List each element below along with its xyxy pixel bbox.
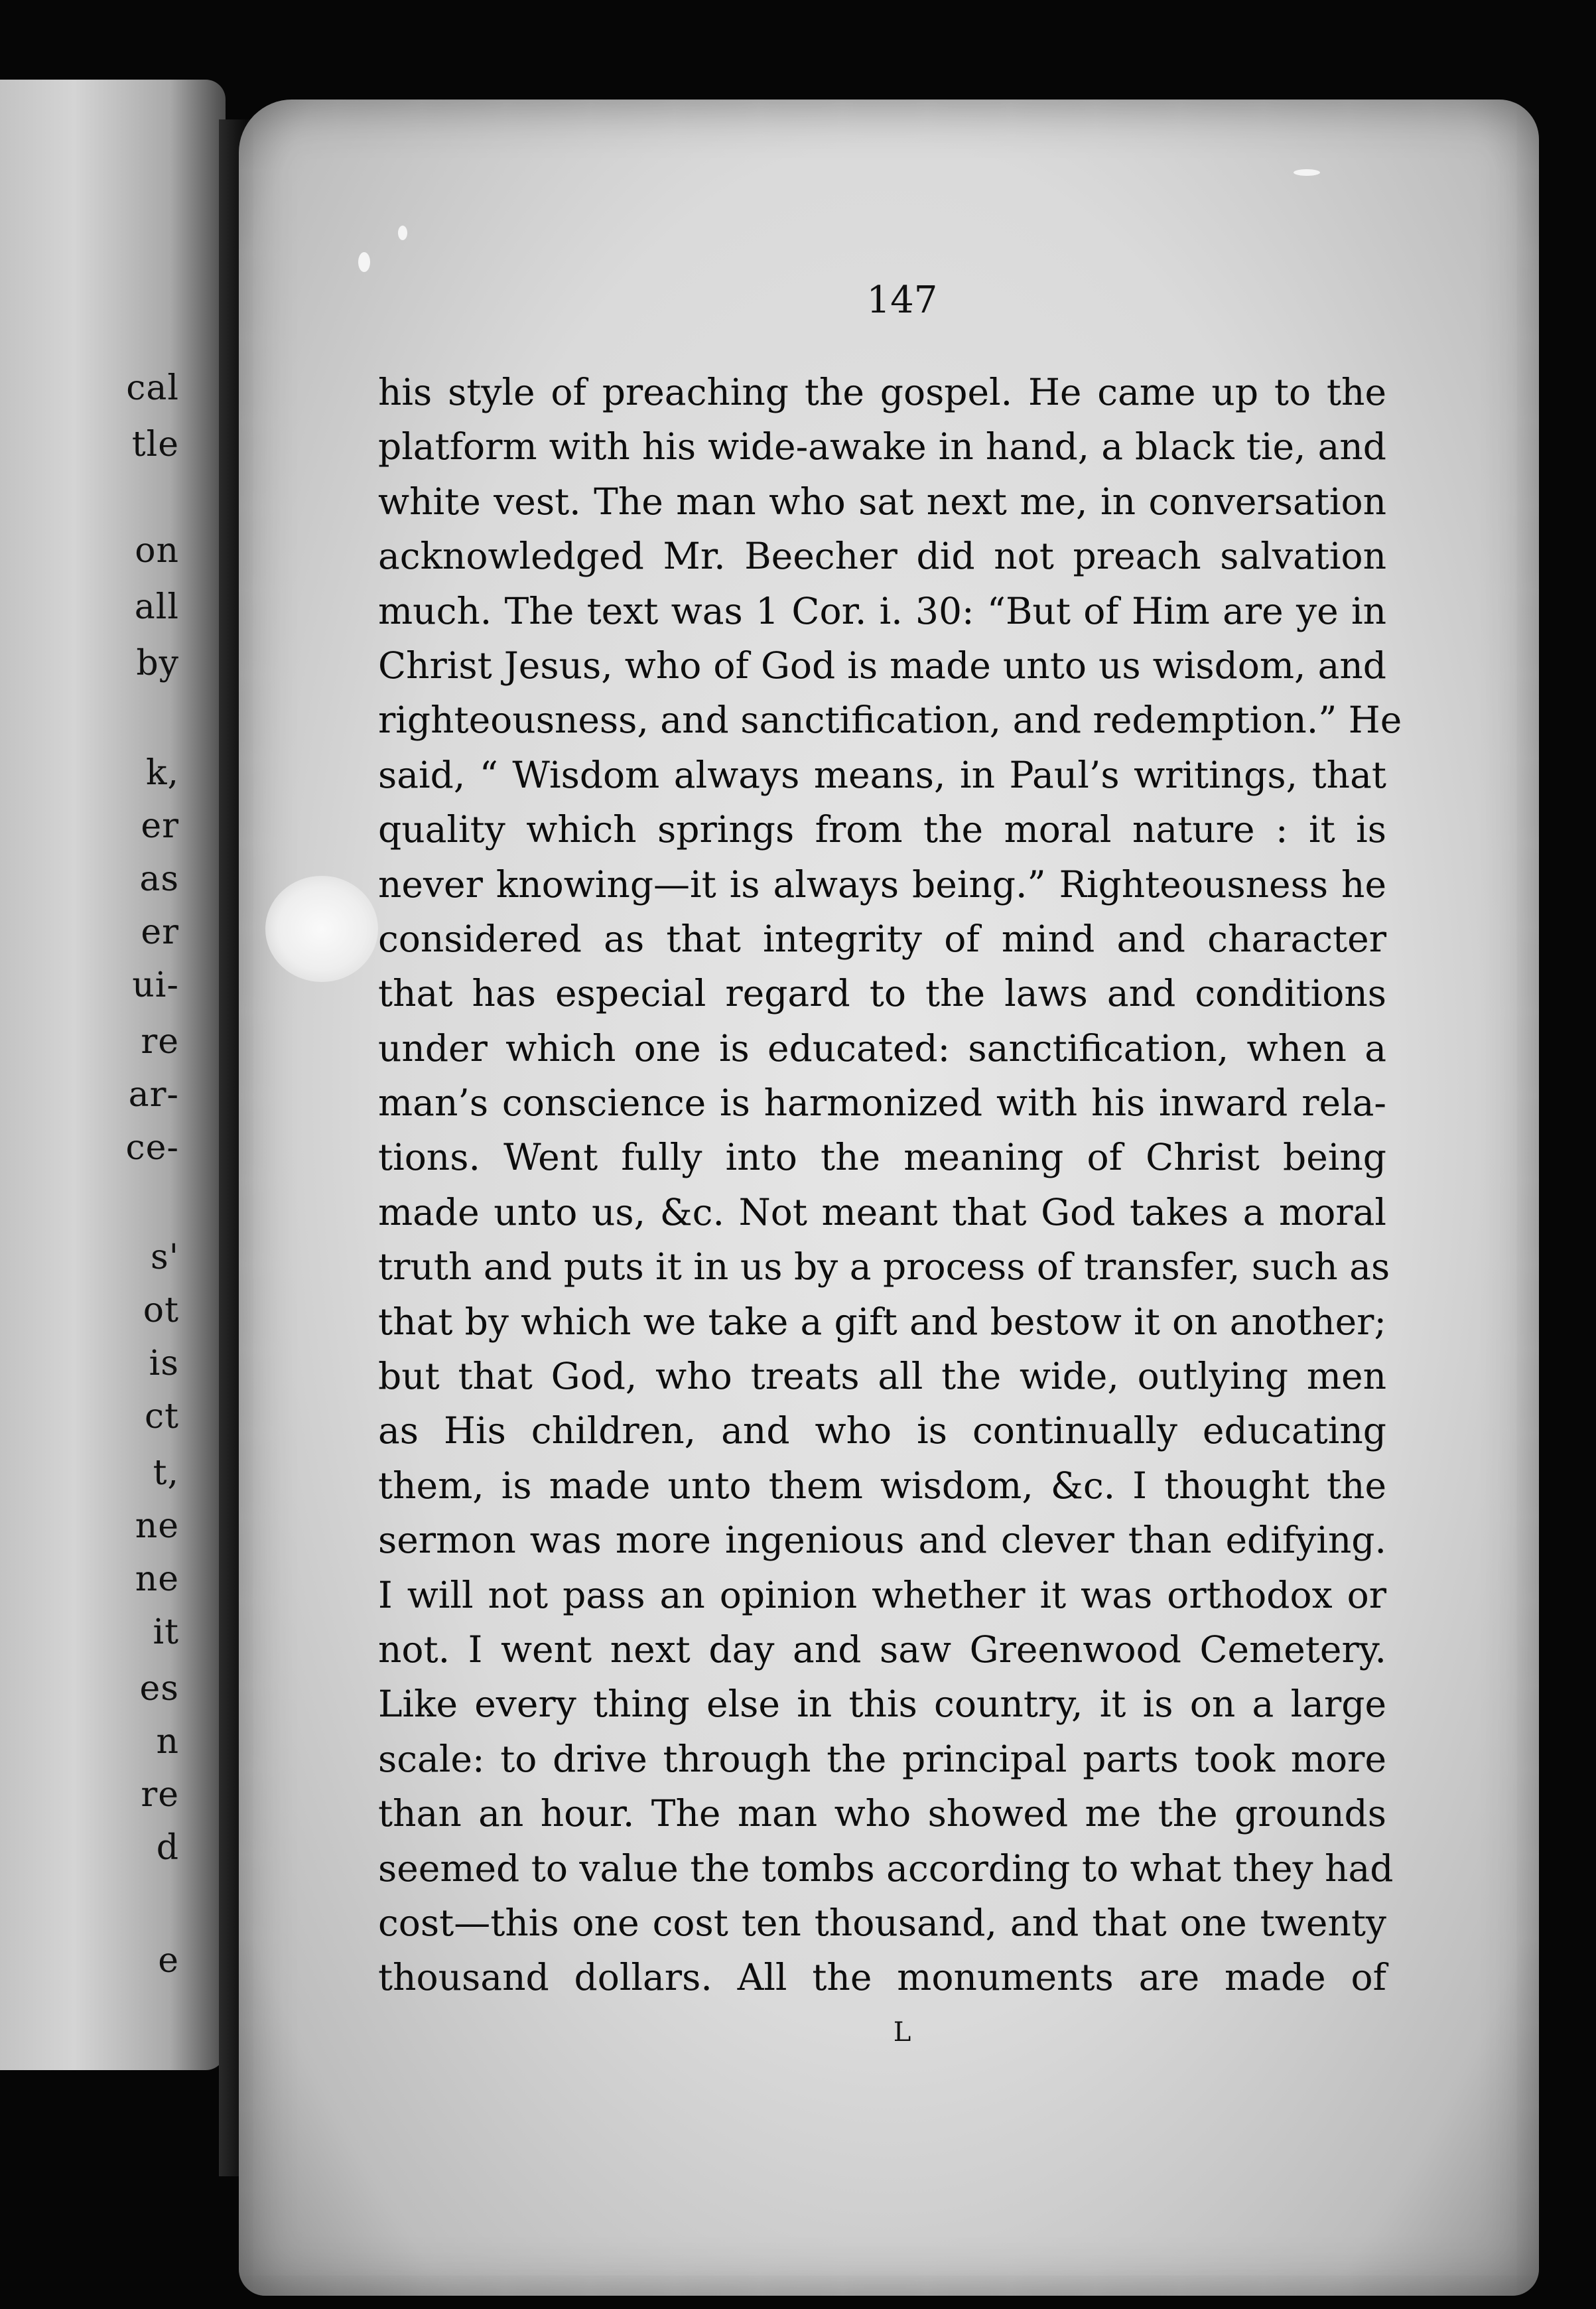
- left-page-fragment: n: [156, 1722, 179, 1762]
- left-page-text-fragments: [0, 80, 199, 2070]
- text-line: but that God, who treats all the wide, outlying men: [378, 1355, 1386, 1398]
- text-line: said, “ Wisdom always means, in Paul’s writings, that: [378, 753, 1386, 796]
- text-line: seemed to value the tombs according to what they had: [378, 1847, 1394, 1890]
- left-page-fragment: k,: [145, 753, 179, 793]
- left-page-fragment: is: [149, 1344, 179, 1383]
- text-line: thousand dollars. All the monuments are made of: [378, 1956, 1386, 1999]
- left-page-fragment: ar-: [128, 1075, 179, 1115]
- paper-stain: [265, 876, 378, 982]
- text-line: acknowledged Mr. Beecher did not preach salvation: [378, 535, 1386, 578]
- text-line: never knowing—it is always being.” Righteousness he: [378, 863, 1386, 906]
- left-page-fragment: as: [139, 859, 179, 899]
- signature-mark: L: [893, 2017, 911, 2048]
- text-line: I will not pass an opinion whether it was orthodox or: [378, 1573, 1386, 1616]
- text-line: scale: to drive through the principal parts took more: [378, 1737, 1386, 1780]
- main-page: [239, 100, 1539, 2296]
- page-number: 147: [866, 279, 938, 322]
- text-line: much. The text was 1 Cor. i. 30: “But of Him are ye in: [378, 589, 1386, 632]
- text-line: them, is made unto them wisdom, &c. I thought the: [378, 1464, 1386, 1507]
- body-text: [378, 365, 1402, 2005]
- paper-speck: [358, 252, 370, 272]
- text-line: man’s conscience is harmonized with his inward rela-: [378, 1082, 1386, 1125]
- paper-speck: [1294, 169, 1320, 176]
- left-page-fragment: s': [151, 1237, 179, 1277]
- text-line: white vest. The man who sat next me, in conversation: [378, 480, 1386, 523]
- left-page-fragment: e: [158, 1941, 179, 1981]
- text-line: that by which we take a gift and bestow it on another;: [378, 1300, 1386, 1343]
- left-page-fragment: ct: [144, 1397, 179, 1436]
- text-line: platform with his wide-awake in hand, a black tie, and: [378, 425, 1386, 468]
- text-line: tions. Went fully into the meaning of Christ being: [378, 1136, 1386, 1179]
- text-line: Christ Jesus, who of God is made unto us wisdom, and: [378, 644, 1386, 687]
- text-line: cost—this one cost ten thousand, and that one twenty: [378, 1901, 1386, 1944]
- text-line: righteousness, and sanctification, and redemption.” He: [378, 699, 1402, 742]
- text-line: Like every thing else in this country, it is on a large: [378, 1683, 1386, 1726]
- left-page-fragment: ce-: [125, 1128, 179, 1168]
- left-page-fragment: re: [141, 1022, 179, 1062]
- left-page-fragment: by: [136, 644, 179, 683]
- text-line: made unto us, &c. Not meant that God takes a moral: [378, 1190, 1386, 1233]
- text-line: under which one is educated: sanctification, when a: [378, 1026, 1386, 1070]
- text-line: quality which springs from the moral nature : it is: [378, 808, 1386, 851]
- left-page-fragment: all: [134, 587, 179, 627]
- text-line: as His children, and who is continually educating: [378, 1409, 1386, 1452]
- text-line: truth and puts it in us by a process of transfer, such as: [378, 1245, 1390, 1289]
- paper-speck: [398, 226, 407, 240]
- left-page-fragment: ot: [143, 1291, 179, 1330]
- left-page-fragment: re: [141, 1775, 179, 1815]
- left-page-fragment: d: [156, 1828, 179, 1868]
- left-facing-page: [0, 80, 226, 2070]
- left-page-fragment: ne: [135, 1559, 179, 1599]
- text-line: not. I went next day and saw Greenwood Cemetery.: [378, 1628, 1386, 1671]
- text-line: his style of preaching the gospel. He came up to the: [378, 371, 1386, 413]
- left-page-fragment: er: [141, 912, 179, 952]
- left-page-fragment: t,: [153, 1453, 179, 1493]
- text-line: considered as that integrity of mind and character: [378, 917, 1386, 960]
- text-line: that has especial regard to the laws and conditions: [378, 972, 1386, 1015]
- left-page-fragment: ui-: [132, 965, 179, 1005]
- left-page-fragment: er: [141, 806, 179, 846]
- text-line: than an hour. The man who showed me the grounds: [378, 1792, 1386, 1835]
- text-line: sermon was more ingenious and clever than edifying.: [378, 1519, 1386, 1562]
- left-page-fragment: tle: [131, 425, 179, 464]
- left-page-fragment: es: [139, 1669, 179, 1709]
- left-page-fragment: it: [153, 1612, 179, 1652]
- left-page-fragment: ne: [135, 1506, 179, 1546]
- left-page-fragment: cal: [126, 368, 179, 408]
- left-page-fragment: on: [135, 531, 179, 571]
